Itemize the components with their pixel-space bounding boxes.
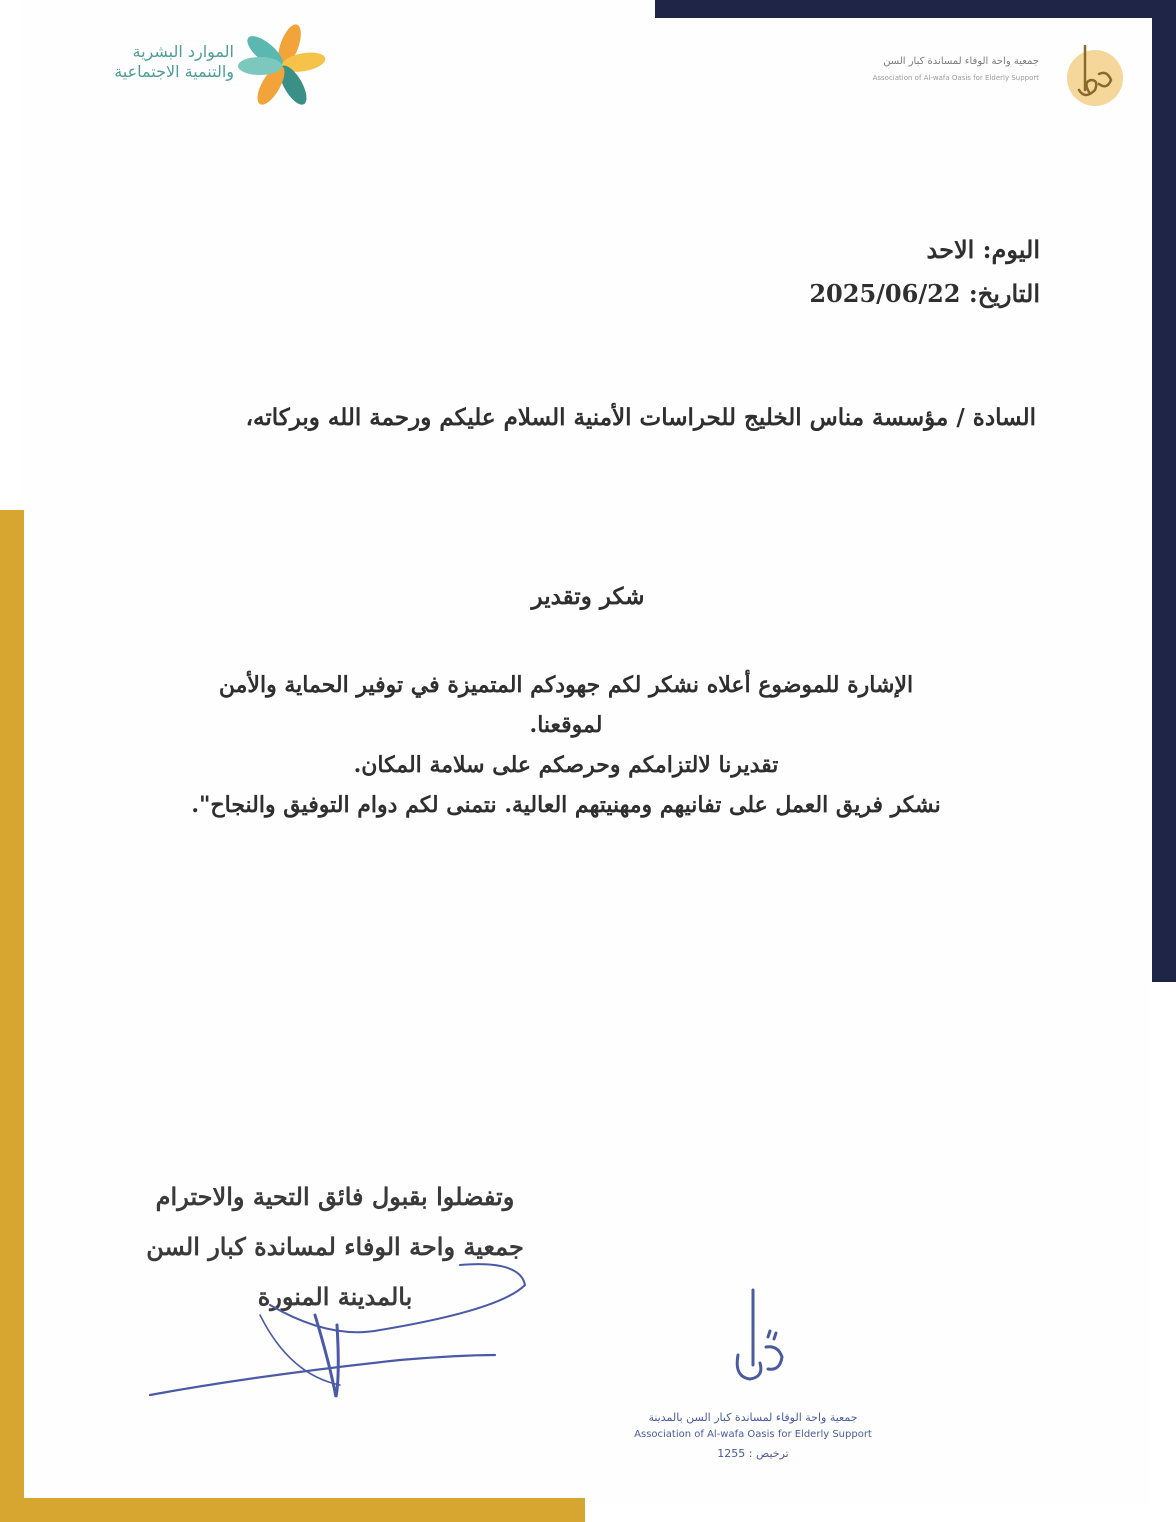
association-name-en: Association of Al-wafa Oasis for Elderly Support xyxy=(872,74,1039,82)
signature-icon xyxy=(140,1255,540,1415)
ministry-logo-line2: والتنمية الاجتماعية xyxy=(114,62,234,81)
salutation: السادة / مؤسسة مناس الخليج للحراسات الأمنية السلام عليكم ورحمة الله وبركاته، xyxy=(245,404,1036,431)
message-line: لموقعنا. xyxy=(529,712,603,738)
date-block xyxy=(809,228,1040,316)
association-logo xyxy=(780,40,1125,110)
association-name-ar: جمعية واحة الوفاء لمساندة كبار السن xyxy=(883,56,1039,67)
subject-title: شكر وتقدير xyxy=(531,583,645,610)
stamp-license: ترخيص : 1255 xyxy=(717,1447,789,1460)
stamp-name-ar: جمعية واحة الوفاء لمساندة كبار السن بالمدينة xyxy=(648,1411,858,1424)
navy-frame-top xyxy=(655,0,1176,18)
gold-frame-bottom xyxy=(0,1498,585,1522)
ministry-logo xyxy=(30,22,330,112)
association-stamp xyxy=(588,1285,918,1475)
date-line: التاريخ: 2025/06/22 xyxy=(809,279,1040,308)
ministry-logo-text xyxy=(114,42,234,82)
closing-line: بالمدينة المنورة xyxy=(257,1282,413,1311)
ministry-star-logo-icon xyxy=(234,22,330,110)
wafa-calligraphy-logo-icon xyxy=(1055,40,1125,108)
ministry-logo-line1: الموارد البشرية xyxy=(132,42,234,61)
message-line: نشكر فريق العمل على تفانيهم ومهنيتهم العالية. نتمنى لكم دوام التوفيق والنجاح". xyxy=(191,792,941,818)
gold-frame-left xyxy=(0,510,24,1522)
closing-line: وتفضلوا بقبول فائق التحية والاحترام xyxy=(155,1182,515,1211)
wafa-stamp-logo-icon xyxy=(698,1285,808,1405)
stamp-name-en: Association of Al-wafa Oasis for Elderly Support xyxy=(634,1429,872,1440)
day-line: اليوم: الاحد xyxy=(926,235,1040,264)
message-body xyxy=(126,665,1006,825)
navy-frame-right xyxy=(1152,0,1176,982)
message-line: تقديرنا لالتزامكم وحرصكم على سلامة المكان. xyxy=(353,752,779,778)
closing-line: جمعية واحة الوفاء لمساندة كبار السن xyxy=(146,1232,524,1261)
message-line: الإشارة للموضوع أعلاه نشكر لكم جهودكم المتميزة في توفير الحماية والأمن xyxy=(218,672,914,698)
